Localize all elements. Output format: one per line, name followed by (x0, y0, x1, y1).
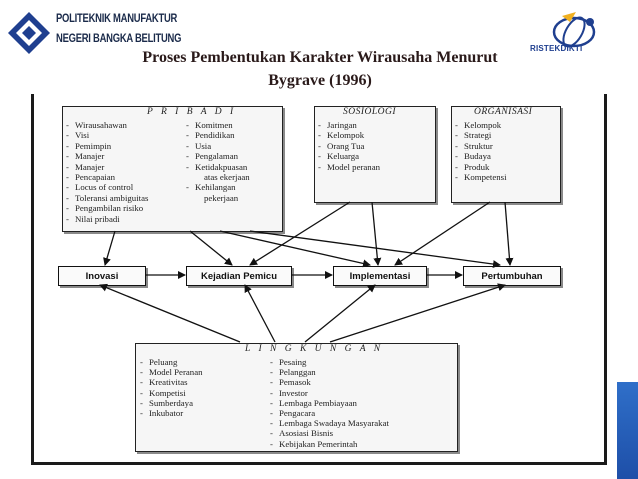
blue-side-strip (617, 382, 638, 479)
frame-bottom-border (31, 462, 607, 465)
sosiologi-item: - Keluarga (318, 151, 360, 162)
lingkungan-right-item: - Pesaing (270, 357, 307, 367)
lingkungan-left-item: - Model Peranan (140, 367, 203, 378)
arrow-organisasi-pertumbuhan (505, 202, 510, 265)
arrow-pribadi-kejadian (190, 231, 232, 265)
institution-name-line1: POLITEKNIK MANUFAKTUR (56, 13, 178, 25)
lingkungan-left-item: - Sumberdaya (140, 397, 193, 408)
pribadi-right-item: - Kehilangan (186, 182, 236, 193)
node-inovasi: Inovasi (58, 266, 146, 286)
sosiologi-item: - Kelompok (318, 130, 365, 141)
organisasi-heading: ORGANISASI (474, 107, 533, 117)
lingkungan-heading: L I N G K U N G A N (245, 344, 384, 354)
frame-right-border (604, 94, 607, 465)
sosiologi-item: - Model peranan (318, 161, 381, 172)
arrow-organisasi-implementasi (395, 202, 490, 265)
lingkungan-left-item: - Peluang (140, 357, 178, 367)
polman-logo-icon (6, 10, 52, 56)
organisasi-item: - Strategi (455, 130, 492, 141)
lingkungan-right-item: - Lembaga Swadaya Masyarakat (270, 418, 389, 429)
lingkungan-right-item: - Investor (270, 387, 308, 398)
pribadi-left-item: - Pemimpin (66, 140, 112, 151)
pribadi-right-item: - Komitmen (186, 120, 233, 130)
lingkungan-right-item: - Pengacara (270, 408, 316, 418)
slide-title-line2: Bygrave (1996) (268, 72, 372, 89)
pribadi-heading: P R I B A D I (147, 107, 237, 117)
lingkungan-left-item: - Kreativitas (140, 377, 188, 388)
arrow-pribadi-pertumbuhan (250, 231, 500, 265)
pribadi-left-item: - Pengambilan risiko (66, 203, 144, 214)
lingkungan-right-item: - Kebijakan Pemerintah (270, 438, 358, 449)
pribadi-left-item: - Manajer (66, 151, 105, 162)
node-pertumbuhan: Pertumbuhan (463, 266, 561, 286)
organisasi-item: - Budaya (455, 151, 491, 162)
sosiologi-item: - Jaringan (318, 120, 357, 130)
pribadi-left-item: - Nilai pribadi (66, 213, 120, 224)
lingkungan-right-item: - Pelanggan (270, 367, 316, 378)
node-implementasi: Implementasi (333, 266, 427, 286)
institution-name-line2: NEGERI BANGKA BELITUNG (56, 33, 182, 45)
lingkungan-right-item: - Lembaga Pembiayaan (270, 397, 357, 408)
lingkungan-left-item: - Kompetisi (140, 387, 186, 398)
pribadi-right-item: - Pengalaman (186, 151, 238, 162)
ristekdikti-label: RISTEKDIKTI (530, 44, 583, 53)
frame-left-border (31, 94, 34, 464)
arrow-lingkungan-kejadian (245, 285, 275, 342)
organisasi-item: - Struktur (455, 140, 493, 151)
sosiologi-item: - Orang Tua (318, 140, 365, 151)
pribadi-left-item: - Visi (66, 130, 90, 141)
organisasi-item: - Kompetensi (455, 172, 507, 182)
lingkungan-left-item: - Inkubator (140, 408, 184, 418)
pribadi-left-item: - Locus of control (66, 182, 134, 193)
pribadi-left-item: - Manajer (66, 161, 105, 172)
sosiologi-heading: SOSIOLOGI (343, 107, 397, 117)
lingkungan-right-item: - Asosiasi Bisnis (270, 428, 334, 439)
arrow-lingkungan-implementasi (305, 285, 375, 342)
arrow-sosiologi-implementasi (372, 202, 378, 265)
pribadi-left-item: - Pencapaian (66, 172, 116, 182)
arrow-lingkungan-pertumbuhan (330, 285, 505, 342)
organisasi-item: - Kelompok (455, 120, 502, 130)
node-kejadian-pemicu: Kejadian Pemicu (186, 266, 292, 286)
arrow-lingkungan-inovasi (100, 285, 240, 342)
arrow-pribadi-inovasi (105, 231, 115, 265)
pribadi-right-item: - Ketidakpuasan (186, 161, 248, 172)
pribadi-right-item: atas ekerjaan (204, 172, 250, 182)
slide-title-line1: Proses Pembentukan Karakter Wirausaha Menurut (142, 49, 498, 66)
pribadi-left-item: - Toleransi ambiguitas (66, 192, 149, 203)
pribadi-left-item: - Wirausahawan (66, 120, 127, 130)
pribadi-right-item: - Usia (186, 140, 212, 151)
organisasi-item: - Produk (455, 161, 490, 172)
lingkungan-right-item: - Pemasok (270, 377, 311, 388)
pribadi-right-item: - Pendidikan (186, 130, 235, 141)
arrow-pribadi-implementasi (220, 231, 370, 265)
pribadi-right-item: pekerjaan (204, 192, 239, 203)
